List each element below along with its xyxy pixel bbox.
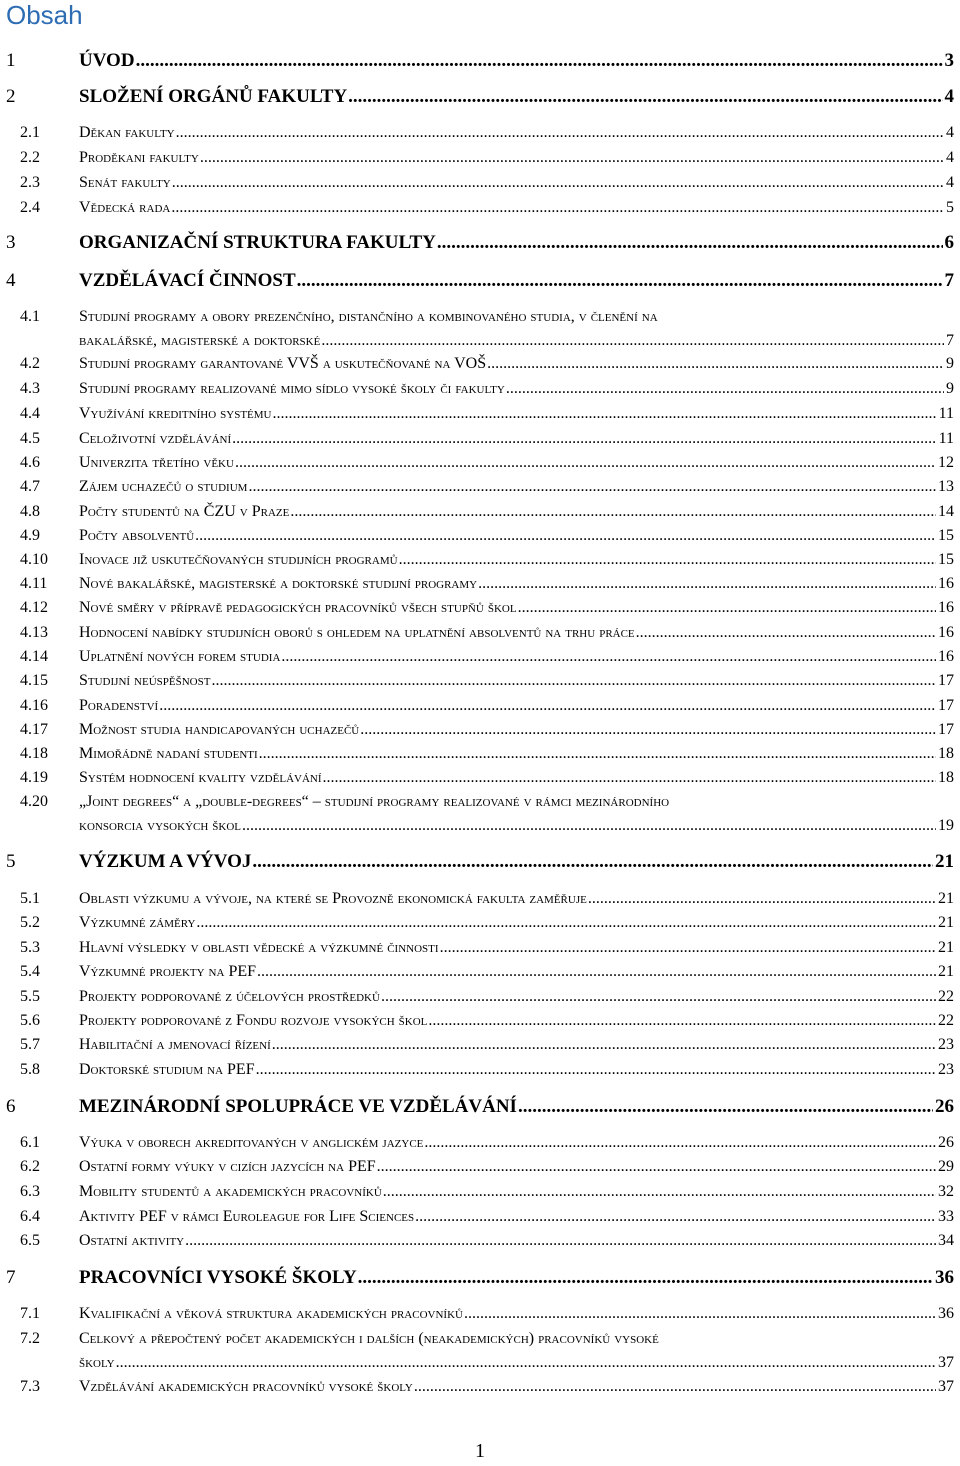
dot-leader	[358, 1267, 933, 1289]
toc-page-number: 33	[938, 1208, 954, 1225]
dot-leader	[248, 478, 936, 496]
dot-leader	[348, 86, 942, 108]
toc-number: 4.17	[20, 721, 48, 738]
toc-title: MEZINÁRODNÍ SPOLUPRÁCE VE VZDĚLÁVÁNÍ	[79, 1096, 517, 1117]
toc-number: 6.3	[20, 1183, 40, 1200]
toc-number: 6.4	[20, 1208, 40, 1225]
toc-page-number: 26	[935, 1096, 954, 1117]
toc-title: Mimořádně nadaní studenti	[79, 745, 258, 762]
dot-leader	[272, 405, 936, 423]
toc-page-number: 21	[938, 914, 954, 931]
toc-number: 4.2	[20, 355, 40, 372]
dot-leader	[437, 232, 943, 254]
toc-title: Senát fakulty	[79, 174, 171, 191]
toc-number: 4.15	[20, 672, 48, 689]
toc-page-number: 17	[938, 672, 954, 689]
toc-number: 7.3	[20, 1378, 40, 1395]
toc-number: 6.5	[20, 1232, 40, 1249]
toc-number: 2.3	[20, 174, 40, 191]
toc-number: 6.1	[20, 1134, 40, 1151]
toc-page-number: 9	[946, 355, 954, 372]
dot-leader	[518, 1096, 933, 1118]
dot-leader	[171, 199, 944, 217]
toc-title: školy	[79, 1354, 115, 1371]
toc-title: Výzkumné záměry	[79, 914, 196, 931]
toc-number: 7.2	[20, 1330, 40, 1347]
toc-page-number: 21	[935, 851, 954, 872]
toc-title: Kvalifikační a věková struktura akademických pracovníků	[79, 1305, 463, 1322]
toc-title: Studijní neúspěšnost	[79, 672, 211, 689]
dot-leader	[281, 648, 936, 666]
dot-leader	[377, 1158, 936, 1176]
dot-leader	[323, 769, 936, 787]
toc-number: 4.4	[20, 405, 40, 422]
toc-title: Děkan fakulty	[79, 124, 175, 141]
dot-leader	[232, 430, 936, 448]
toc-title: Využívání kreditního systému	[79, 405, 272, 422]
toc-number: 2.1	[20, 124, 40, 141]
toc-number: 7	[6, 1267, 16, 1288]
dot-leader	[235, 454, 936, 472]
toc-title: VÝZKUM A VÝVOJ	[79, 851, 252, 872]
dot-leader	[159, 697, 936, 715]
toc-page-number: 17	[938, 721, 954, 738]
toc-page-number: 11	[938, 430, 954, 447]
dot-leader	[506, 380, 944, 398]
toc-title: ORGANIZAČNÍ STRUKTURA FAKULTY	[79, 232, 436, 253]
toc-number: 7.1	[20, 1305, 40, 1322]
toc-title: Oblasti výzkumu a vývoje, na které se Provozně ekonomická fakulta zaměřuje	[79, 890, 587, 907]
dot-leader	[478, 575, 936, 593]
toc-title: Habilitační a jmenovací řízení	[79, 1036, 271, 1053]
toc-page-number: 29	[938, 1158, 954, 1175]
toc-page-number: 23	[938, 1061, 954, 1078]
toc-page-number: 36	[938, 1305, 954, 1322]
toc-title: Projekty podporované z Fondu rozvoje vysokých škol	[79, 1012, 428, 1029]
toc-title: Studijní programy garantované VVŠ a uskutečňované na VOŠ	[79, 355, 487, 372]
toc-page-number: 34	[938, 1232, 954, 1249]
dot-leader	[399, 551, 936, 569]
toc-number: 4.14	[20, 648, 48, 665]
toc-number: 4.19	[20, 769, 48, 786]
toc-page-number: 7	[944, 270, 954, 291]
toc-title: konsorcia vysokých škol	[79, 817, 242, 834]
toc-number: 5.6	[20, 1012, 40, 1029]
dot-leader	[297, 270, 943, 292]
toc-title: VZDĚLÁVACÍ ČINNOST	[79, 270, 296, 291]
toc-title: Počty absolventů	[79, 527, 195, 544]
toc-page-number: 16	[938, 648, 954, 665]
toc-number: 6	[6, 1096, 16, 1117]
page-title: Obsah	[6, 0, 83, 30]
toc-number: 4	[6, 270, 16, 291]
toc-number: 5	[6, 851, 16, 872]
toc-title: Inovace již uskutečňovaných studijních programů	[79, 551, 398, 568]
toc-title: Systém hodnocení kvality vzdělávání	[79, 769, 322, 786]
toc-number: 4.6	[20, 454, 40, 471]
toc-page-number: 6	[944, 232, 954, 253]
dot-leader	[518, 599, 936, 617]
toc-page-number: 16	[938, 599, 954, 616]
toc-number: 4.8	[20, 503, 40, 520]
toc-title: Mobility studentů a akademických pracovníků	[79, 1183, 382, 1200]
toc-number: 4.3	[20, 380, 40, 397]
toc-page-number: 37	[938, 1354, 954, 1371]
dot-leader	[257, 963, 936, 981]
dot-leader	[360, 721, 936, 739]
toc-page-number: 11	[938, 405, 954, 422]
toc-number: 2	[6, 86, 16, 107]
toc-page-number: 21	[938, 890, 954, 907]
toc-page-number: 16	[938, 575, 954, 592]
toc-title: ÚVOD	[79, 50, 135, 71]
toc-title: Studijní programy realizované mimo sídlo vysoké školy či fakulty	[79, 380, 505, 397]
toc-page-number: 14	[938, 503, 954, 520]
toc-title: Hlavní výsledky v oblasti vědecké a výzkumné činnosti	[79, 939, 439, 956]
toc-title: Uplatnění nových forem studia	[79, 648, 281, 665]
toc-title: Univerzita třetího věku	[79, 454, 234, 471]
dot-leader	[487, 355, 944, 373]
toc-title: Ostatní aktivity	[79, 1232, 185, 1249]
toc-title: Zájem uchazečů o studium	[79, 478, 248, 495]
toc-title: Aktivity PEF v rámci Euroleague for Life Sciences	[79, 1208, 415, 1225]
toc-number: 4.7	[20, 478, 40, 495]
dot-leader	[290, 503, 936, 521]
dot-leader	[636, 624, 936, 642]
dot-leader	[272, 1036, 936, 1054]
toc-number: 4.20	[20, 793, 48, 810]
toc-page-number: 4	[946, 174, 954, 191]
toc-page-number: 3	[944, 50, 954, 71]
toc-number: 2.2	[20, 149, 40, 166]
toc-page-number: 37	[938, 1378, 954, 1395]
toc-title: Doktorské studium na PEF	[79, 1061, 255, 1078]
toc-title: Vědecká rada	[79, 199, 171, 216]
dot-leader	[136, 50, 943, 72]
dot-leader	[440, 939, 936, 957]
toc-page-number: 12	[938, 454, 954, 471]
toc-number: 5.2	[20, 914, 40, 931]
toc-number: 4.12	[20, 599, 48, 616]
toc-page-number: 7	[946, 332, 954, 349]
toc-page-number: 15	[938, 527, 954, 544]
toc-number: 5.5	[20, 988, 40, 1005]
dot-leader	[242, 817, 936, 835]
dot-leader	[252, 851, 933, 873]
toc-title: Nové bakalářské, magisterské a doktorské studijní programy	[79, 575, 478, 592]
dot-leader	[196, 914, 936, 932]
toc-title: SLOŽENÍ ORGÁNŮ FAKULTY	[79, 86, 348, 107]
toc-page-number: 36	[935, 1267, 954, 1288]
toc-title: bakalářské, magisterské a doktorské	[79, 332, 321, 349]
toc-number: 4.9	[20, 527, 40, 544]
toc-page-number: 5	[946, 199, 954, 216]
toc-page-number: 15	[938, 551, 954, 568]
toc-title-line1: Studijní programy a obory prezenčního, distančního a kombinovaného studia, v členění na	[79, 308, 658, 325]
toc-title: Celoživotní vzdělávání	[79, 430, 232, 447]
dot-leader	[176, 124, 944, 142]
toc-page-number: 18	[938, 745, 954, 762]
dot-leader	[116, 1354, 936, 1372]
toc-number: 4.13	[20, 624, 48, 641]
dot-leader	[381, 988, 936, 1006]
toc-title: Výuka v oborech akreditovaných v anglickém jazyce	[79, 1134, 424, 1151]
toc-title-line1: Celkový a přepočtený počet akademických i dalších (neakademických) pracovníků vysoké	[79, 1330, 659, 1347]
toc-page-number: 4	[946, 149, 954, 166]
toc-number: 5.1	[20, 890, 40, 907]
toc-page-number: 4	[946, 124, 954, 141]
toc-number: 3	[6, 232, 16, 253]
toc-page-number: 21	[938, 939, 954, 956]
dot-leader	[424, 1134, 936, 1152]
toc-page-number: 18	[938, 769, 954, 786]
toc-title: Poradenství	[79, 697, 159, 714]
toc-number: 5.3	[20, 939, 40, 956]
dot-leader	[428, 1012, 936, 1030]
toc-page-number: 16	[938, 624, 954, 641]
dot-leader	[256, 1061, 936, 1079]
toc-page-number: 23	[938, 1036, 954, 1053]
toc-number: 4.5	[20, 430, 40, 447]
toc-number: 5.7	[20, 1036, 40, 1053]
toc-page-number: 19	[938, 817, 954, 834]
toc-title: Počty studentů na ČZU v Praze	[79, 503, 290, 520]
toc-title: Nové směry v přípravě pedagogických pracovníků všech stupňů škol	[79, 599, 517, 616]
dot-leader	[414, 1378, 936, 1396]
toc-page-number: 13	[938, 478, 954, 495]
toc-number: 4.1	[20, 308, 40, 325]
toc-title: Proděkani fakulty	[79, 149, 199, 166]
toc-title: Ostatní formy výuky v cizích jazycích na PEF	[79, 1158, 376, 1175]
dot-leader	[195, 527, 936, 545]
toc-page-number: 22	[938, 988, 954, 1005]
toc-page-number: 9	[946, 380, 954, 397]
dot-leader	[185, 1232, 936, 1250]
toc-page-number: 32	[938, 1183, 954, 1200]
dot-leader	[588, 890, 936, 908]
toc-title-line1: „Joint degrees“ a „double-degrees“ – studijní programy realizované v rámci mezinárodního	[79, 793, 670, 810]
dot-leader	[211, 672, 936, 690]
toc-page-number: 26	[938, 1134, 954, 1151]
toc-title: Projekty podporované z účelových prostředků	[79, 988, 380, 1005]
toc-page-number: 4	[944, 86, 954, 107]
dot-leader	[321, 332, 944, 350]
toc-page-number: 22	[938, 1012, 954, 1029]
toc-page-number: 17	[938, 697, 954, 714]
dot-leader	[415, 1208, 936, 1226]
toc-title: Možnost studia handicapovaných uchazečů	[79, 721, 360, 738]
dot-leader	[464, 1305, 936, 1323]
toc-number: 1	[6, 50, 16, 71]
toc-number: 4.11	[20, 575, 48, 592]
toc-number: 5.8	[20, 1061, 40, 1078]
toc-number: 4.18	[20, 745, 48, 762]
dot-leader	[383, 1183, 936, 1201]
toc-number: 5.4	[20, 963, 40, 980]
dot-leader	[200, 149, 944, 167]
toc-number: 6.2	[20, 1158, 40, 1175]
dot-leader	[172, 174, 944, 192]
toc-title: PRACOVNÍCI VYSOKÉ ŠKOLY	[79, 1267, 357, 1288]
toc-title: Výzkumné projekty na PEF	[79, 963, 257, 980]
toc-title: Hodnocení nabídky studijních oborů s ohledem na uplatnění absolventů na trhu práce	[79, 624, 635, 641]
toc-number: 4.16	[20, 697, 48, 714]
dot-leader	[259, 745, 936, 763]
toc-number: 2.4	[20, 199, 40, 216]
toc-number: 4.10	[20, 551, 48, 568]
toc-title: Vzdělávání akademických pracovníků vysoké školy	[79, 1378, 413, 1395]
toc-page-number: 21	[938, 963, 954, 980]
page-number: 1	[475, 1440, 485, 1462]
